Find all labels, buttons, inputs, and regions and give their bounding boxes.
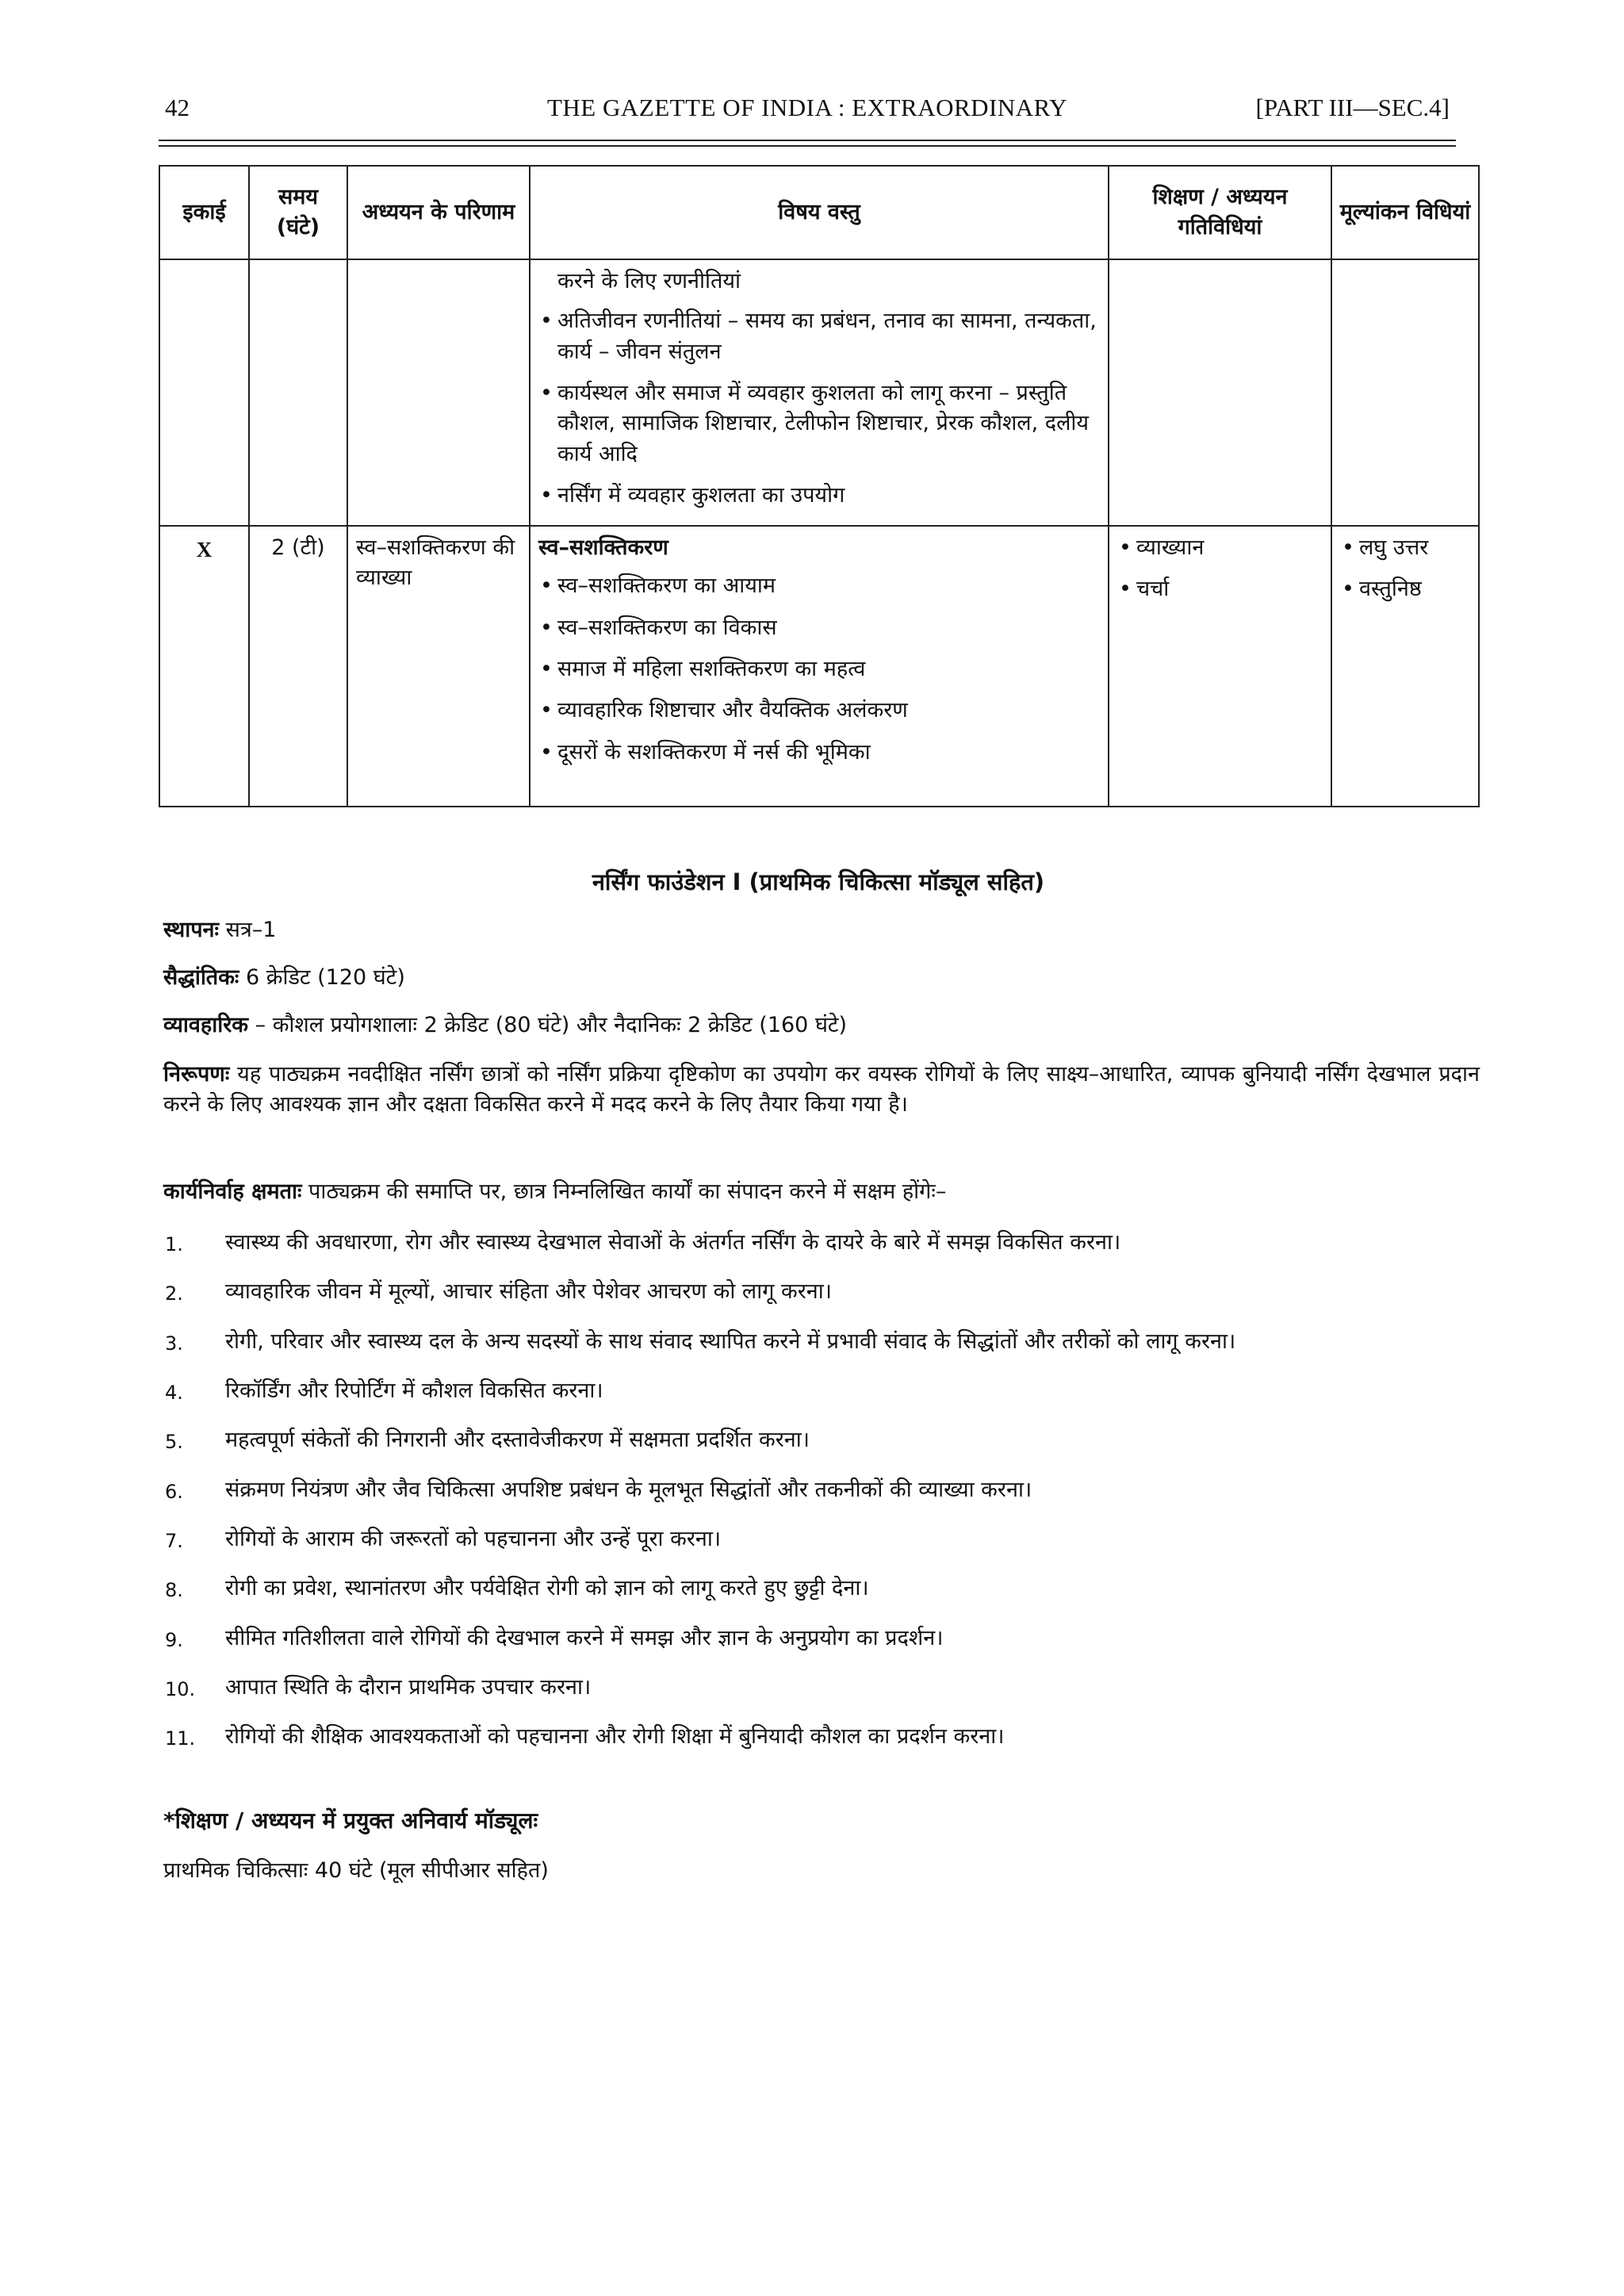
- section-title: नर्सिंग फाउंडेशन I (प्राथमिक चिकित्सा मॉड्यूल सहित): [592, 868, 1045, 895]
- practical-label: व्यावहारिक: [163, 1013, 249, 1037]
- practical-line: [163, 1010, 1480, 1041]
- item-number: 2.: [165, 1282, 183, 1305]
- item-number: 10.: [165, 1677, 196, 1700]
- item-text: रोगियों के आराम की जरूरतों को पहचानना और उन्हें पूरा करना।: [225, 1526, 722, 1551]
- list-item: • कार्यस्थल और समाज में व्यवहार कुशलता को लागू करना – प्रस्तुति कौशल, सामाजिक शिष्टाचार, टेलीफोन शिष्टाचार, प्रेरक कौशल, दलीय कार्य आदि: [538, 378, 1100, 470]
- description-label: निरूपणः: [163, 1062, 230, 1087]
- item-text: रोगी का प्रवेश, स्थानांतरण और पर्यवेक्षित रोगी को ज्ञान को लागू करते हुए छुट्टी देना।: [225, 1576, 869, 1601]
- cell-time: 2 (टी): [249, 526, 347, 807]
- list-item: • नर्सिंग में व्यवहार कुशलता का उपयोग: [538, 481, 1100, 511]
- item-number: 6.: [165, 1480, 183, 1503]
- modules-heading: *शिक्षण / अध्ययन में प्रयुक्त अनिवार्य मॉड्यूलः: [163, 1807, 538, 1834]
- list-item: [163, 1673, 1480, 1703]
- competency-line: [163, 1177, 1480, 1207]
- cell-activities: [1109, 526, 1331, 807]
- item-number: 3.: [165, 1332, 183, 1355]
- list-item: • दूसरों के सशक्तिकरण में नर्स की भूमिका: [538, 738, 1100, 768]
- syllabus-table: [159, 165, 1480, 807]
- list-item: • वस्तुनिष्ठ: [1340, 574, 1470, 604]
- table-row: [159, 526, 1479, 807]
- content-heading: स्व–सशक्तिकरण: [538, 535, 668, 560]
- item-number: 7.: [165, 1529, 183, 1552]
- col-header-activities: शिक्षण / अध्ययन गतिविधियां: [1109, 166, 1331, 259]
- table-row: [159, 259, 1479, 526]
- list-item: • अतिजीवन रणनीतियां – समय का प्रबंधन, तनाव का सामना, तन्यकता, कार्य – जीवन संतुलन: [538, 306, 1100, 367]
- competency-list: [163, 1228, 1480, 1753]
- competency-label: कार्यनिर्वाह क्षमताः: [163, 1179, 302, 1204]
- item-number: 5.: [165, 1431, 183, 1454]
- list-item: • स्व–सशक्तिकरण का आयाम: [538, 571, 1100, 601]
- item-text: रोगी, परिवार और स्वास्थ्य दल के अन्य सदस्यों के साथ संवाद स्थापित करने में प्रभावी संवाद के सिद्धांतों और तरीकों को लागू करना।: [225, 1328, 1236, 1354]
- cell-assessment: [1331, 259, 1479, 526]
- col-header-assessment: मूल्यांकन विधियां: [1331, 166, 1479, 259]
- item-number: 9.: [165, 1628, 183, 1651]
- competency-value: पाठ्यक्रम की समाप्ति पर, छात्र निम्नलिखित कार्यों का संपादन करने में सक्षम होंगेः–: [308, 1179, 947, 1204]
- description-paragraph: [163, 1060, 1480, 1121]
- table-header-row: [159, 166, 1479, 259]
- item-text: सीमित गतिशीलता वाले रोगियों की देखभाल करने में समझ और ज्ञान के अनुप्रयोग का प्रदर्शन।: [225, 1625, 944, 1650]
- col-header-outcomes: अध्ययन के परिणाम: [347, 166, 530, 259]
- page-header: [159, 94, 1456, 133]
- item-number: 4.: [165, 1381, 183, 1404]
- part-section: [PART III—SEC.4]: [1255, 94, 1450, 121]
- item-text: संक्रमण नियंत्रण और जैव चिकित्सा अपशिष्ट प्रबंधन के मूलभूत सिद्धांतों और तकनीकों की व्याख्या करना।: [225, 1477, 1032, 1502]
- item-number: 1.: [165, 1233, 183, 1255]
- content-continuation: करने के लिए रणनीतियां: [557, 269, 741, 293]
- practical-value: – कौशल प्रयोगशालाः 2 क्रेडिट (80 घंटे) और नैदानिकः 2 क्रेडिट (160 घंटे): [255, 1013, 848, 1037]
- item-text: रोगियों की शैक्षिक आवश्यकताओं को पहचानना और रोगी शिक्षा में बुनियादी कौशल का प्रदर्शन करना।: [225, 1724, 1005, 1750]
- activities-list: [1117, 533, 1323, 605]
- list-item: [163, 1327, 1480, 1357]
- col-header-content: विषय वस्तु: [530, 166, 1109, 259]
- cell-outcome: [347, 259, 530, 526]
- cell-activities: [1109, 259, 1331, 526]
- cell-assessment: [1331, 526, 1479, 807]
- list-item: • व्याख्यान: [1117, 533, 1323, 563]
- placement-line: [163, 915, 1480, 945]
- description-value: यह पाठ्यक्रम नवदीक्षित नर्सिंग छात्रों को नर्सिंग प्रक्रिया दृष्टिकोण का उपयोग कर वयस्क रोगियों के लिए साक्ष्य–आधारित, व्यापक बुनियादी नर्सिंग देखभाल प्रदान करने के लिए आवश्यक ज्ञान और दक्षता विकसित करने में मदद करने के लिए तैयार किया गया है।: [163, 1062, 1480, 1117]
- list-item: [163, 1475, 1480, 1505]
- assessment-list: [1340, 533, 1470, 605]
- content-list: [538, 306, 1100, 511]
- cell-unit: X: [159, 526, 249, 807]
- list-item: • व्यावहारिक शिष्टाचार और वैयक्तिक अलंकरण: [538, 696, 1100, 726]
- theory-line: [163, 963, 1480, 993]
- item-text: रिकॉर्डिंग और रिपोर्टिंग में कौशल विकसित करना।: [225, 1378, 603, 1403]
- header-rule-bottom: [159, 145, 1456, 147]
- list-item: • चर्चा: [1117, 574, 1323, 604]
- col-header-time: समय (घंटे): [249, 166, 347, 259]
- list-item: • लघु उत्तर: [1340, 533, 1470, 563]
- placement-value: सत्र–1: [225, 918, 277, 942]
- list-item: • स्व–सशक्तिकरण का विकास: [538, 613, 1100, 643]
- item-text: स्वास्थ्य की अवधारणा, रोग और स्वास्थ्य देखभाल सेवाओं के अंतर्गत नर्सिंग के दायरे के बारे में समझ विकसित करना।: [225, 1230, 1121, 1255]
- list-item: [163, 1623, 1480, 1654]
- modules-text: प्राथमिक चिकित्साः 40 घंटे (मूल सीपीआर सहित): [163, 1858, 549, 1883]
- item-number: 11.: [165, 1727, 196, 1750]
- item-text: महत्वपूर्ण संकेतों की निगरानी और दस्तावेजीकरण में सक्षमता प्रदर्शित करना।: [225, 1428, 810, 1453]
- cell-content: [530, 526, 1109, 807]
- list-item: [163, 1425, 1480, 1455]
- list-item: • समाज में महिला सशक्तिकरण का महत्व: [538, 654, 1100, 684]
- theory-value: 6 क्रेडिट (120 घंटे): [246, 965, 405, 990]
- header-rule-top: [159, 140, 1456, 141]
- gazette-title: THE GAZETTE OF INDIA : EXTRAORDINARY: [546, 94, 1068, 121]
- col-header-unit: इकाई: [159, 166, 249, 259]
- cell-unit: [159, 259, 249, 526]
- list-item: [163, 1376, 1480, 1406]
- competency-list-wrapper: [163, 1228, 1480, 1772]
- list-item: [163, 1573, 1480, 1604]
- item-number: 8.: [165, 1579, 183, 1602]
- cell-time: [249, 259, 347, 526]
- cell-content: [530, 259, 1109, 526]
- page-number: 42: [165, 94, 190, 121]
- list-item: [163, 1277, 1480, 1307]
- content-list: [538, 571, 1100, 768]
- list-item: [163, 1524, 1480, 1554]
- item-text: आपात स्थिति के दौरान प्राथमिक उपचार करना।: [225, 1674, 592, 1700]
- list-item: [163, 1228, 1480, 1258]
- list-item: [163, 1722, 1480, 1752]
- item-text: व्यावहारिक जीवन में मूल्यों, आचार संहिता और पेशेवर आचरण को लागू करना।: [225, 1279, 832, 1305]
- cell-outcome: स्व–सशक्तिकरण की व्याख्या: [347, 526, 530, 807]
- placement-label: स्थापनः: [163, 918, 219, 942]
- theory-label: सैद्धांतिकः: [163, 965, 239, 990]
